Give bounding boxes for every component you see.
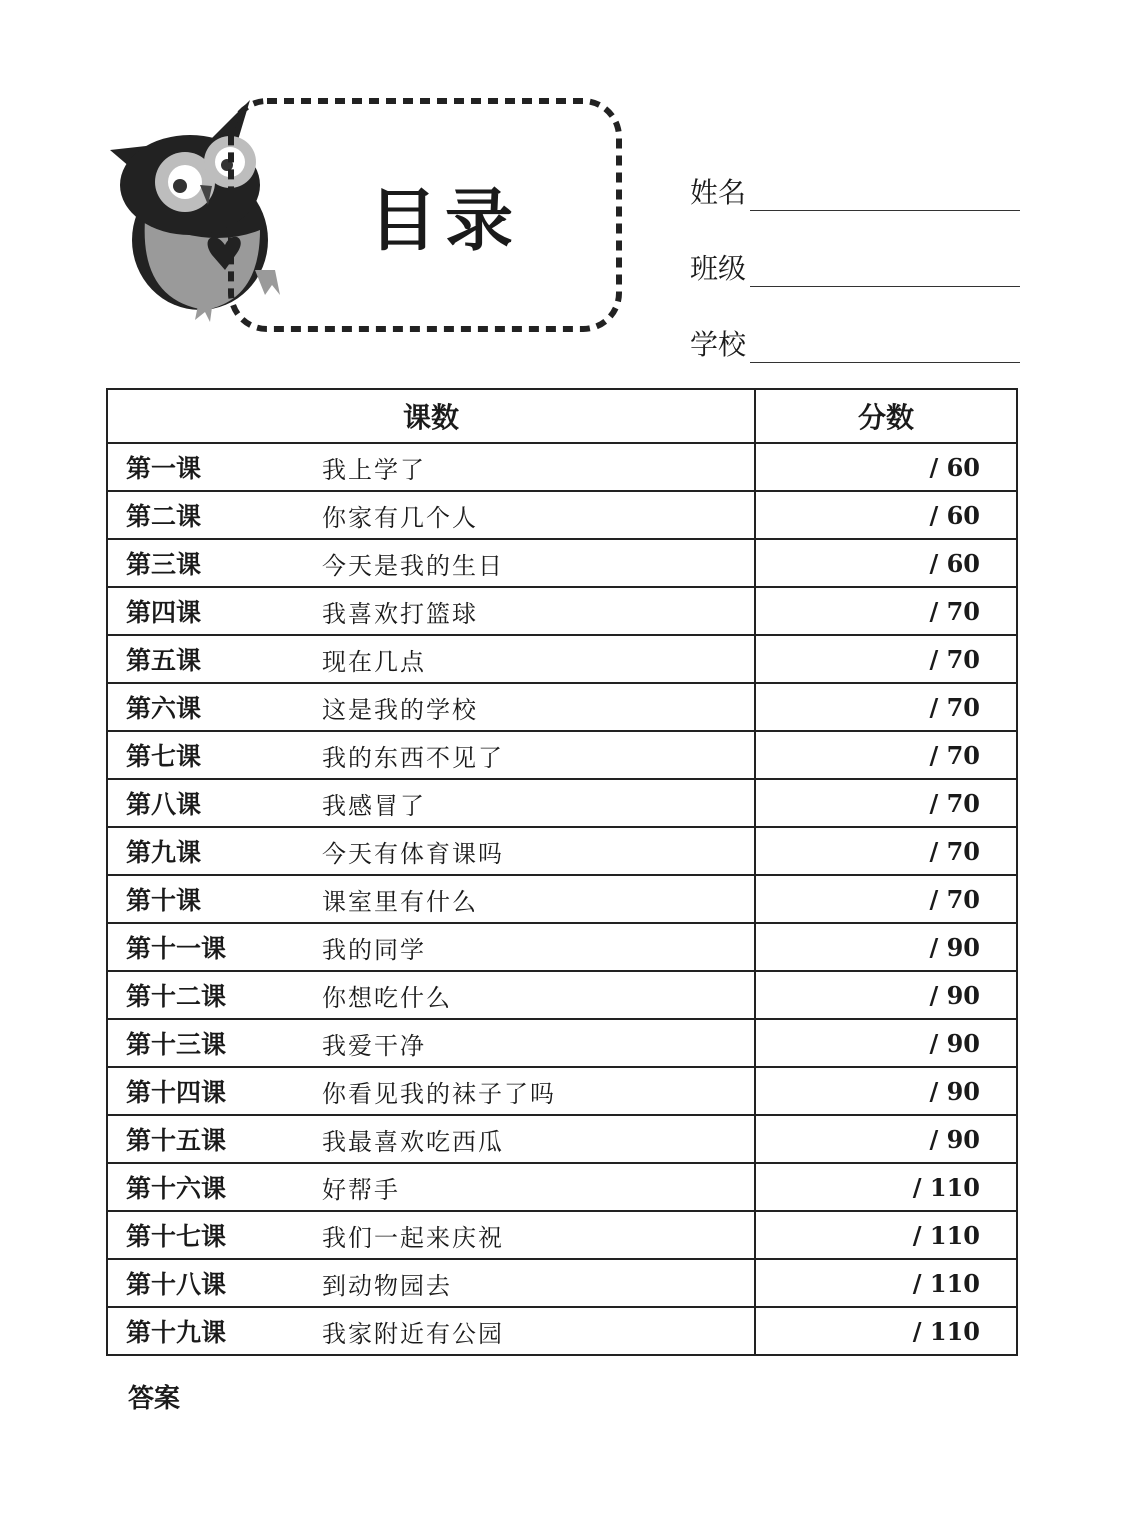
score-cell: / 70 <box>755 827 1017 875</box>
lesson-cell <box>107 1115 755 1163</box>
lesson-cell <box>107 683 755 731</box>
table-row <box>107 1307 1017 1355</box>
lesson-header: 课数 <box>107 389 755 443</box>
lesson-cell <box>107 1067 755 1115</box>
table-row <box>107 539 1017 587</box>
lesson-cell <box>107 635 755 683</box>
lesson-title: 我们一起来庆祝 <box>322 1223 504 1252</box>
lesson-title: 现在几点 <box>322 647 426 676</box>
name-field[interactable] <box>690 135 1020 211</box>
lesson-title: 我爱干净 <box>322 1031 426 1060</box>
lesson-number: 第七课 <box>126 742 202 771</box>
score-cell: / 90 <box>755 1019 1017 1067</box>
table-row <box>107 683 1017 731</box>
answers-label: 答案 <box>128 1384 181 1414</box>
contents-table <box>106 388 1018 1356</box>
lesson-number: 第十七课 <box>126 1222 227 1251</box>
lesson-title: 我感冒了 <box>322 791 426 820</box>
page-title: 目录 <box>368 181 521 261</box>
score-cell: / 70 <box>755 779 1017 827</box>
lesson-number: 第二课 <box>126 502 202 531</box>
lesson-cell <box>107 1163 755 1211</box>
score-cell: / 70 <box>755 683 1017 731</box>
score-cell: / 60 <box>755 539 1017 587</box>
table-row <box>107 1163 1017 1211</box>
table-row <box>107 971 1017 1019</box>
table-row <box>107 443 1017 491</box>
score-cell: / 70 <box>755 875 1017 923</box>
lesson-title: 今天是我的生日 <box>322 551 504 580</box>
score-cell: / 110 <box>755 1211 1017 1259</box>
lesson-number: 第三课 <box>126 550 202 579</box>
lesson-cell <box>107 875 755 923</box>
class-label: 班级 <box>690 252 747 285</box>
lesson-number: 第八课 <box>126 790 202 819</box>
score-cell: / 90 <box>755 1115 1017 1163</box>
table-header <box>107 389 1017 443</box>
lesson-title: 到动物园去 <box>322 1271 452 1300</box>
lesson-number: 第十一课 <box>126 934 227 963</box>
score-cell: / 110 <box>755 1307 1017 1355</box>
lesson-title: 今天有体育课吗 <box>322 839 504 868</box>
lesson-number: 第十二课 <box>126 982 227 1011</box>
lesson-title: 我上学了 <box>322 455 426 484</box>
lesson-cell <box>107 491 755 539</box>
lesson-title: 你看见我的袜子了吗 <box>322 1079 556 1108</box>
lesson-title: 课室里有什么 <box>322 887 478 916</box>
lesson-cell <box>107 827 755 875</box>
lesson-title: 我喜欢打篮球 <box>322 599 478 628</box>
lesson-cell <box>107 1019 755 1067</box>
lesson-cell <box>107 923 755 971</box>
lesson-cell <box>107 779 755 827</box>
lesson-cell <box>107 587 755 635</box>
lesson-number: 第九课 <box>126 838 202 867</box>
school-field[interactable] <box>690 287 1020 363</box>
score-cell: / 110 <box>755 1259 1017 1307</box>
lesson-cell <box>107 1307 755 1355</box>
table-row <box>107 1211 1017 1259</box>
lesson-title: 你想吃什么 <box>322 983 452 1012</box>
lesson-title: 我家附近有公园 <box>322 1319 504 1348</box>
score-cell: / 70 <box>755 731 1017 779</box>
lesson-number: 第十课 <box>126 886 202 915</box>
table-row <box>107 635 1017 683</box>
score-cell: / 90 <box>755 971 1017 1019</box>
table-body <box>107 443 1017 1355</box>
student-info <box>690 135 1020 363</box>
table-row <box>107 491 1017 539</box>
school-line[interactable] <box>750 330 1020 363</box>
class-field[interactable] <box>690 211 1020 287</box>
lesson-number: 第十八课 <box>126 1270 227 1299</box>
table-row <box>107 1019 1017 1067</box>
lesson-number: 第十四课 <box>126 1078 227 1107</box>
lesson-title: 你家有几个人 <box>322 503 478 532</box>
lesson-cell <box>107 1211 755 1259</box>
table-row <box>107 1067 1017 1115</box>
lesson-number: 第一课 <box>126 454 202 483</box>
lesson-number: 第四课 <box>126 598 202 627</box>
score-cell: / 60 <box>755 443 1017 491</box>
lesson-title: 好帮手 <box>322 1175 400 1204</box>
score-cell: / 70 <box>755 635 1017 683</box>
lesson-number: 第十三课 <box>126 1030 227 1059</box>
score-cell: / 60 <box>755 491 1017 539</box>
score-cell: / 70 <box>755 587 1017 635</box>
lesson-cell <box>107 1259 755 1307</box>
lesson-title: 我的东西不见了 <box>322 743 504 772</box>
lesson-title: 这是我的学校 <box>322 695 478 724</box>
table-row <box>107 587 1017 635</box>
class-line[interactable] <box>750 254 1020 287</box>
lesson-title: 我最喜欢吃西瓜 <box>322 1127 504 1156</box>
table-row <box>107 923 1017 971</box>
school-label: 学校 <box>690 328 747 361</box>
table-row <box>107 1259 1017 1307</box>
score-cell: / 90 <box>755 923 1017 971</box>
score-cell: / 110 <box>755 1163 1017 1211</box>
table-row <box>107 731 1017 779</box>
lesson-number: 第五课 <box>126 646 202 675</box>
table-row <box>107 779 1017 827</box>
lesson-cell <box>107 971 755 1019</box>
score-header: 分数 <box>755 389 1017 443</box>
lesson-cell <box>107 539 755 587</box>
table-row <box>107 875 1017 923</box>
lesson-number: 第十六课 <box>126 1174 227 1203</box>
name-label: 姓名 <box>690 176 747 209</box>
lesson-number: 第十九课 <box>126 1318 227 1347</box>
score-cell: / 90 <box>755 1067 1017 1115</box>
lesson-number: 第六课 <box>126 694 202 723</box>
table-row <box>107 827 1017 875</box>
lesson-number: 第十五课 <box>126 1126 227 1155</box>
lesson-cell <box>107 443 755 491</box>
name-line[interactable] <box>750 178 1020 211</box>
lesson-cell <box>107 731 755 779</box>
table-row <box>107 1115 1017 1163</box>
lesson-title: 我的同学 <box>322 935 426 964</box>
